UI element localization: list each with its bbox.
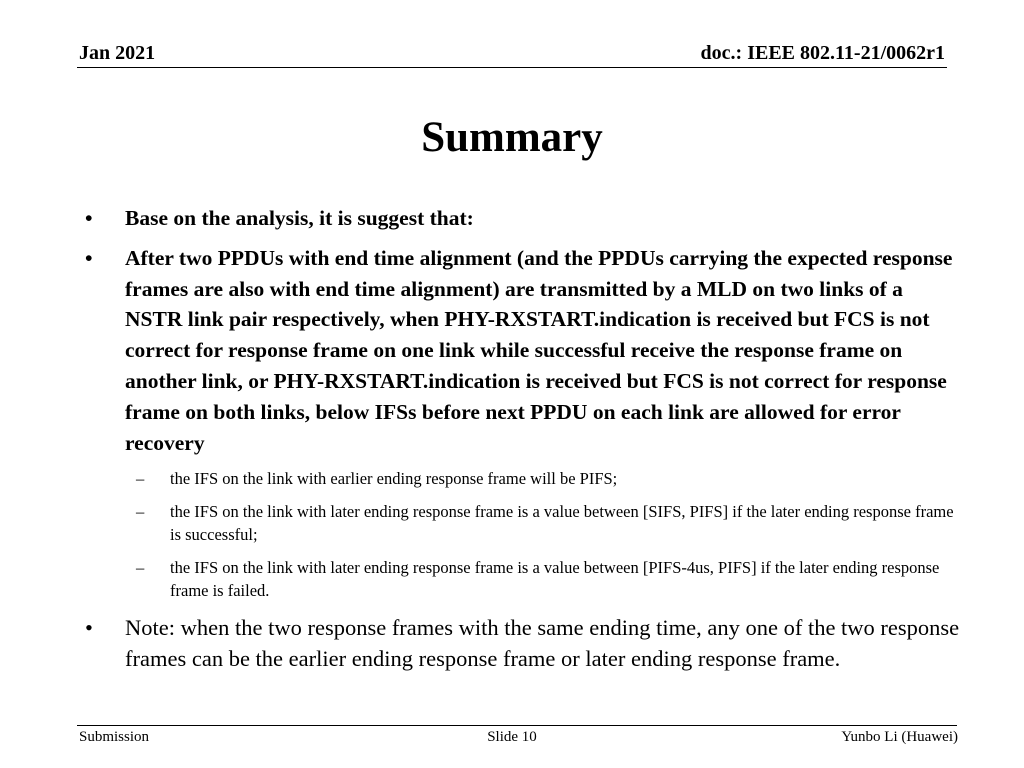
sub-bullet-list (80, 467, 960, 603)
bullet-item (80, 203, 960, 234)
bullet-text: After two PPDUs with end time alignment (and the PPDUs carrying the expected response frames are also with end time alignment) are transmitted by a MLD on two links of a NSTR link pair respectively, when PHY-RXSTART.indication is received but FCS is not correct for response frame on one link while successful receive the response frame on another link, or PHY-RXSTART.indication is received but FCS is not correct for response frame on both links, below IFSs before next PPDU on each link are allowed for error recovery (125, 245, 953, 455)
sub-bullet-item (80, 467, 960, 491)
header-date: Jan 2021 (79, 42, 156, 64)
bullet-dot-icon: • (85, 245, 93, 270)
bullet-item (80, 243, 960, 459)
footer-author: Yunbo Li (Huawei) (841, 729, 958, 745)
bullet-text: Base on the analysis, it is suggest that: (125, 206, 474, 230)
dash-icon: – (136, 469, 145, 489)
header-doc-id: doc.: IEEE 802.11-21/0062r1 (700, 42, 945, 64)
header-rule (77, 67, 947, 68)
bullet-dot-icon: • (85, 614, 93, 640)
sub-bullet-text: the IFS on the link with earlier ending response frame will be PIFS; (170, 469, 618, 489)
slide-content (80, 203, 960, 683)
sub-bullet-item (80, 500, 960, 547)
footer-rule (77, 725, 957, 726)
bullet-dot-icon: • (85, 206, 93, 230)
footer-slide-number: Slide 10 (487, 729, 537, 745)
dash-icon: – (136, 557, 145, 577)
slide-title: Summary (421, 114, 603, 161)
bullet-item (80, 612, 960, 674)
sub-bullet-text: the IFS on the link with later ending response frame is a value between [PIFS-4us, PIFS] if the later ending response frame is failed. (170, 557, 940, 601)
dash-icon: – (136, 501, 145, 521)
sub-bullet-item (80, 556, 960, 603)
footer-submission: Submission (79, 729, 150, 745)
bullet-text: Note: when the two response frames with the same ending time, any one of the two response frames can be the earlier ending response frame or later ending response frame. (125, 614, 960, 671)
sub-bullet-text: the IFS on the link with later ending response frame is a value between [SIFS, PIFS] if the later ending response frame is successful; (170, 501, 954, 545)
